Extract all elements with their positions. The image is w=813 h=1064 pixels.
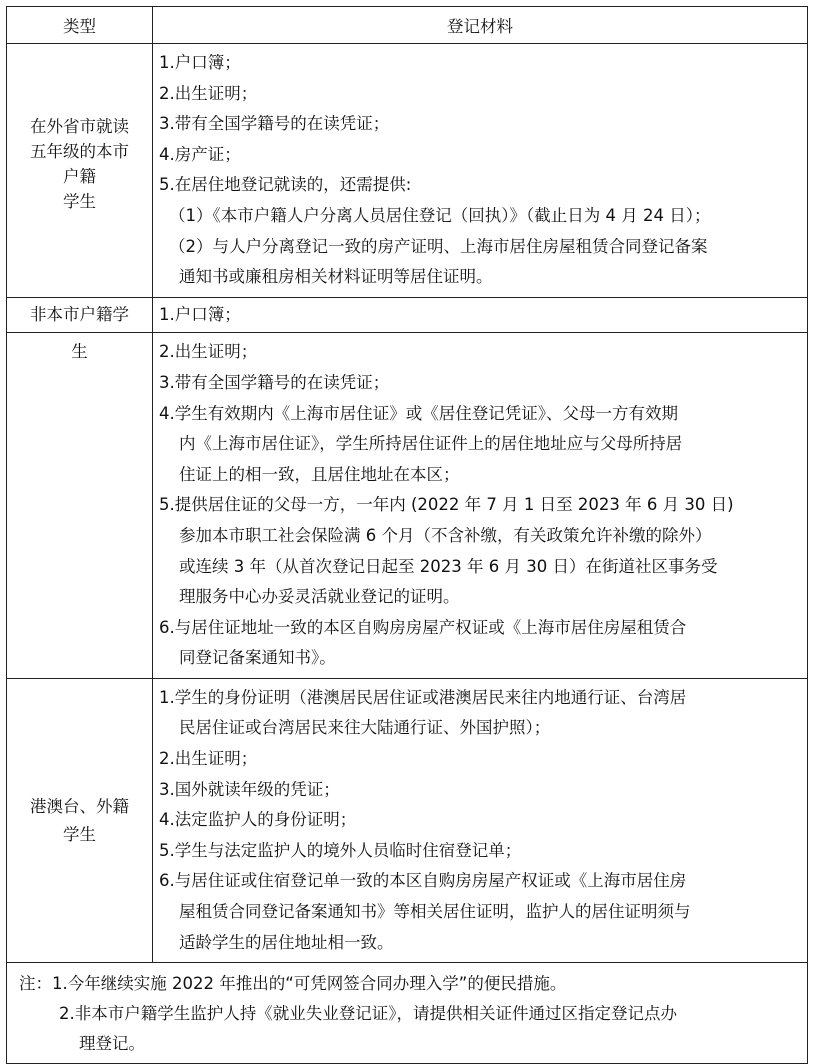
category-local	[7, 44, 153, 298]
list-item: 3.带有全国学籍号的在读凭证；	[159, 372, 390, 392]
table-header-row	[7, 7, 808, 44]
materials-local	[153, 44, 808, 298]
list-item: 3.国外就读年级的凭证；	[159, 779, 340, 799]
list-item: 1.户口簿；	[159, 53, 241, 72]
list-item-continued: 住证上的相一致，且居住地址在本区；	[179, 464, 460, 484]
list-item: 1.学生的身份证明（港澳居民居住证或港澳居民来往内地通行证、台湾居	[159, 687, 687, 707]
list-item-continued: 同登记备案通知书》。	[179, 648, 336, 668]
category-foreign	[7, 678, 153, 962]
sub-item-continued: 通知书或廉租房相关材料证明等居住证明。	[179, 267, 493, 287]
category-line: 五年级的本市	[30, 142, 129, 161]
list-item: 5.在居住地登记就读的，还需提供:	[159, 175, 412, 195]
list-item: 1.户口簿；	[159, 304, 241, 324]
category-nonlocal-line2	[7, 333, 153, 679]
note-line-2-continued: 理登记。	[79, 1034, 145, 1054]
category-line: 港澳台、外籍	[30, 796, 129, 816]
materials-nonlocal	[153, 333, 808, 679]
list-item-continued: 参加本市职工社会保险满 6 个月（不含补缴，有关政策允许补缴的除外）	[179, 525, 712, 545]
list-item-continued: 或连续 3 年（从首次登记日起至 2023 年 6 月 30 日）在街道社区事务受	[179, 556, 718, 576]
list-item-continued: 理服务中心办妥灵活就业登记的证明。	[179, 587, 460, 607]
category-line: 生	[71, 342, 88, 362]
header-type: 类型	[7, 7, 153, 44]
sub-item: （1）《本市户籍人户分离人员居住登记（回执）》（截止日为 4 月 24 日）；	[169, 205, 711, 225]
materials-nonlocal-first	[153, 297, 808, 333]
list-item: 2.出生证明；	[159, 83, 258, 103]
list-item: 2.出生证明；	[159, 749, 258, 769]
registration-materials-table	[6, 6, 808, 1064]
list-item: 5.提供居住证的父母一方，一年内 (2022 年 7 月 1 日至 2023 年 6 月 30 日)	[159, 495, 734, 515]
note-line-2: 2.非本市户籍学生监护人持《就业失业登记证》，请提供相关证件通过区指定登记点办	[59, 1004, 677, 1024]
category-line: 学生	[63, 824, 96, 844]
category-nonlocal-line1: 非本市户籍学	[7, 297, 153, 333]
table-row-local	[7, 44, 808, 298]
list-item: 6.与居住证或住宿登记单一致的本区自购房房屋产权证或《上海市居住房	[159, 871, 687, 891]
list-item: 5.学生与法定监护人的境外人员临时住宿登记单；	[159, 840, 522, 860]
category-line: 在外省市就读	[30, 117, 129, 136]
table-row-foreign	[7, 678, 808, 962]
table-row-notes	[7, 963, 808, 1064]
header-materials: 登记材料	[153, 7, 808, 44]
note-line-1: 注：1.今年继续实施 2022 年推出的“可凭网签合同办理入学”的便民措施。	[19, 974, 567, 994]
sub-item: （2）与人户分离登记一致的房产证明、上海市居住房屋租赁合同登记备案	[169, 236, 708, 256]
list-item: 4.学生有效期内《上海市居住证》或《居住登记凭证》、父母一方有效期	[159, 403, 678, 423]
list-item: 4.法定监护人的身份证明；	[159, 810, 357, 830]
table-row-nonlocal	[7, 333, 808, 679]
category-line: 学生	[63, 192, 96, 211]
list-item-continued: 适龄学生的居住地址相一致。	[179, 932, 394, 952]
list-item: 2.出生证明；	[159, 342, 258, 362]
list-item: 6.与居住证地址一致的本区自购房房屋产权证或《上海市居住房屋租赁合	[159, 617, 687, 637]
category-line: 户籍	[63, 167, 96, 186]
list-item: 4.房产证；	[159, 144, 241, 164]
list-item-continued: 屋租赁合同登记备案通知书》等相关居住证明，监护人的居住证明须与	[179, 902, 691, 922]
list-item-continued: 民居住证或台湾居民来往大陆通行证、外国护照）；	[179, 718, 551, 738]
materials-foreign	[153, 678, 808, 962]
notes-section	[7, 963, 808, 1064]
registration-materials-table-wrapper	[6, 6, 807, 1064]
list-item: 3.带有全国学籍号的在读凭证；	[159, 114, 390, 134]
table-row-nonlocal-first	[7, 297, 808, 333]
list-item-continued: 内《上海市居住证》，学生所持居住证件上的居住地址应与父母所持居	[179, 434, 683, 454]
